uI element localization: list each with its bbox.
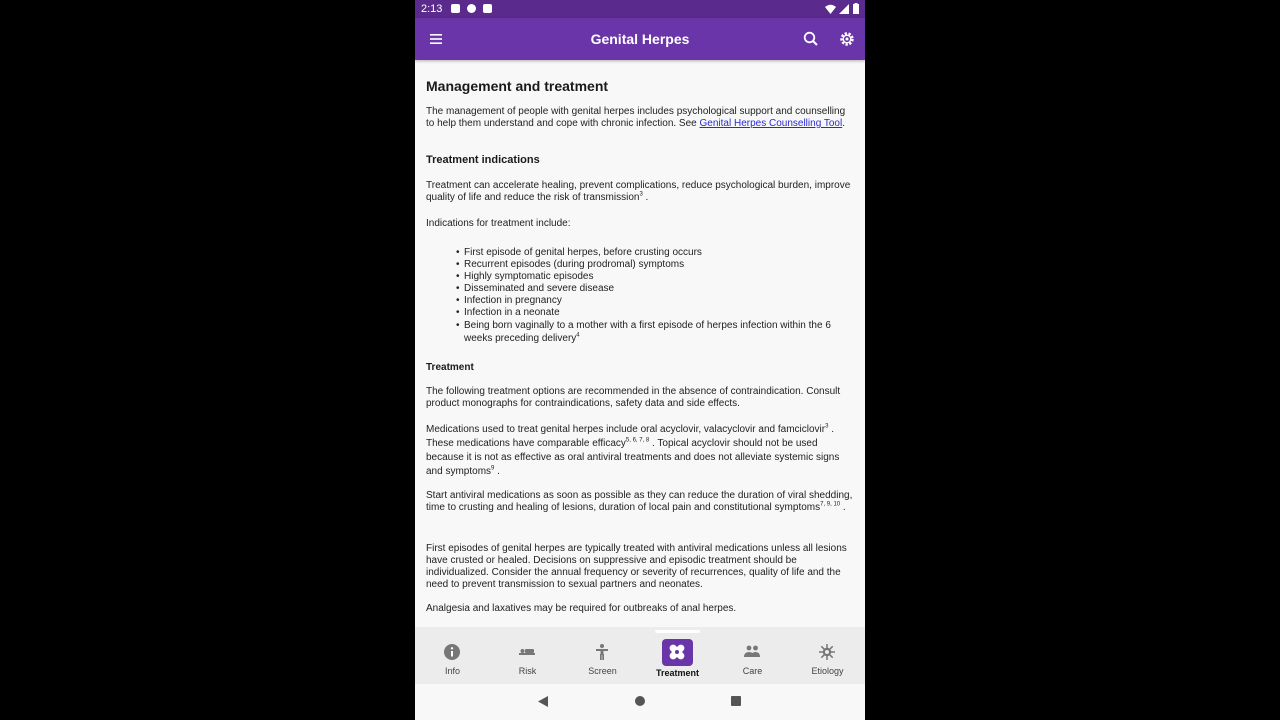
treatment-text: Start antiviral medications as soon as possible as they can reduce the duration of viral shedding, time to crusting and healing of lesions, duration of local pain and constitutional symptoms bbox=[426, 490, 853, 513]
indications-intro: Indications for treatment include: bbox=[426, 218, 571, 229]
treatment-paragraph-4: First episodes of genital herpes are typically treated with antiviral medications unless all lesions have crusted or healed. Decisions on suppressive and episodic treatment should be individualized. Consider the annual frequency or severity of recurrences, quality of life and the need to prevent transmission to sexual partners and neonates. bbox=[426, 543, 847, 590]
treatment-text: . bbox=[494, 466, 500, 477]
status-bar bbox=[415, 0, 865, 18]
counselling-tool-link[interactable]: Genital Herpes Counselling Tool bbox=[699, 118, 843, 129]
notification-icon bbox=[467, 4, 476, 13]
search-icon[interactable] bbox=[801, 29, 821, 49]
nav-info[interactable] bbox=[415, 627, 490, 684]
treatment-heading: Treatment bbox=[426, 362, 474, 373]
back-icon[interactable] bbox=[538, 696, 548, 707]
nav-treatment[interactable] bbox=[640, 627, 715, 684]
people-icon bbox=[743, 643, 761, 661]
list-item-text: Being born vaginally to a mother with a first episode of herpes infection within the 6 weeks preceding delivery bbox=[464, 320, 831, 344]
reference-superscript[interactable]: 3 bbox=[825, 423, 829, 430]
bed-icon bbox=[518, 643, 536, 661]
nav-care[interactable] bbox=[715, 627, 790, 684]
intro-paragraph bbox=[426, 106, 854, 130]
reference-superscript[interactable]: 7, 9, 10 bbox=[820, 501, 841, 508]
list-item: • Highly symptomatic episodes bbox=[464, 271, 859, 283]
recents-icon[interactable] bbox=[731, 696, 741, 706]
list-item: • Disseminated and severe disease bbox=[464, 283, 859, 295]
nav-screen[interactable] bbox=[565, 627, 640, 684]
bottom-navigation bbox=[415, 627, 865, 684]
active-indicator bbox=[655, 630, 700, 633]
nav-label: Risk bbox=[518, 666, 537, 676]
status-time: 2:13 bbox=[421, 3, 443, 15]
notification-icon bbox=[451, 4, 460, 13]
indications-end: . bbox=[642, 192, 649, 203]
reference-superscript[interactable]: 9 bbox=[491, 465, 495, 472]
nav-label: Care bbox=[742, 666, 763, 676]
list-item: • Infection in pregnancy bbox=[464, 295, 859, 307]
nav-etiology[interactable] bbox=[790, 627, 865, 684]
virus-icon bbox=[818, 643, 836, 661]
list-item: • First episode of genital herpes, before crusting occurs bbox=[464, 247, 859, 259]
treatment-paragraph-3 bbox=[426, 490, 854, 514]
wifi-icon bbox=[825, 4, 836, 14]
list-item: • Recurrent episodes (during prodromal) symptoms bbox=[464, 259, 859, 271]
indications-paragraph bbox=[426, 180, 854, 204]
treatment-text: . bbox=[840, 502, 846, 513]
section-heading: Management and treatment bbox=[426, 78, 609, 94]
treatment-text: . These medications have comparable efficacy bbox=[426, 424, 834, 449]
treatment-paragraph-2 bbox=[426, 423, 854, 479]
list-item bbox=[464, 319, 859, 345]
info-icon bbox=[443, 643, 461, 661]
app-title: Genital Herpes bbox=[590, 31, 690, 47]
settings-icon[interactable] bbox=[837, 29, 857, 49]
intro-text: The management of people with genital herpes includes psychological support and counselling to help them understand and cope with chronic infection. See bbox=[426, 106, 846, 129]
treatment-content[interactable] bbox=[415, 60, 865, 627]
person-icon bbox=[593, 643, 611, 661]
treatment-paragraph-1: The following treatment options are recommended in the absence of contraindication. Consult product monographs for contraindications, safety data and side effects. bbox=[426, 386, 841, 409]
sd-card-icon bbox=[483, 4, 492, 13]
list-item: • Infection in a neonate bbox=[464, 307, 859, 319]
indications-heading: Treatment indications bbox=[426, 154, 540, 166]
treatment-text: . Topical acyclovir should not be used because it is not as effective as oral antiviral treatments and does not alleviate systemic signs and symptoms bbox=[426, 438, 840, 477]
bandage-icon bbox=[668, 643, 686, 661]
nav-label: Info bbox=[444, 666, 460, 676]
battery-icon bbox=[853, 3, 859, 14]
nav-risk[interactable] bbox=[490, 627, 565, 684]
home-icon[interactable] bbox=[635, 696, 645, 706]
nav-label: Treatment bbox=[655, 668, 699, 678]
app-bar bbox=[415, 18, 865, 60]
treatment-paragraph-5: Analgesia and laxatives may be required for outbreaks of anal herpes. bbox=[426, 603, 737, 614]
indications-list bbox=[464, 247, 859, 345]
treatment-text: Medications used to treat genital herpes include oral acyclovir, valacyclovir and famciclovir bbox=[426, 424, 826, 435]
nav-label: Etiology bbox=[811, 666, 844, 676]
nav-label: Screen bbox=[588, 666, 617, 676]
phone-screen bbox=[415, 0, 865, 720]
reference-superscript[interactable]: 3 bbox=[639, 191, 643, 198]
intro-end: . bbox=[842, 118, 845, 129]
indications-text: Treatment can accelerate healing, prevent complications, reduce psychological burden, improve quality of life and reduce the risk of transmission bbox=[426, 180, 851, 203]
system-navigation-bar bbox=[415, 684, 865, 720]
reference-superscript[interactable]: 4 bbox=[576, 332, 580, 339]
reference-superscript[interactable]: 5, 6, 7, 8 bbox=[625, 437, 650, 444]
signal-icon bbox=[839, 4, 849, 14]
